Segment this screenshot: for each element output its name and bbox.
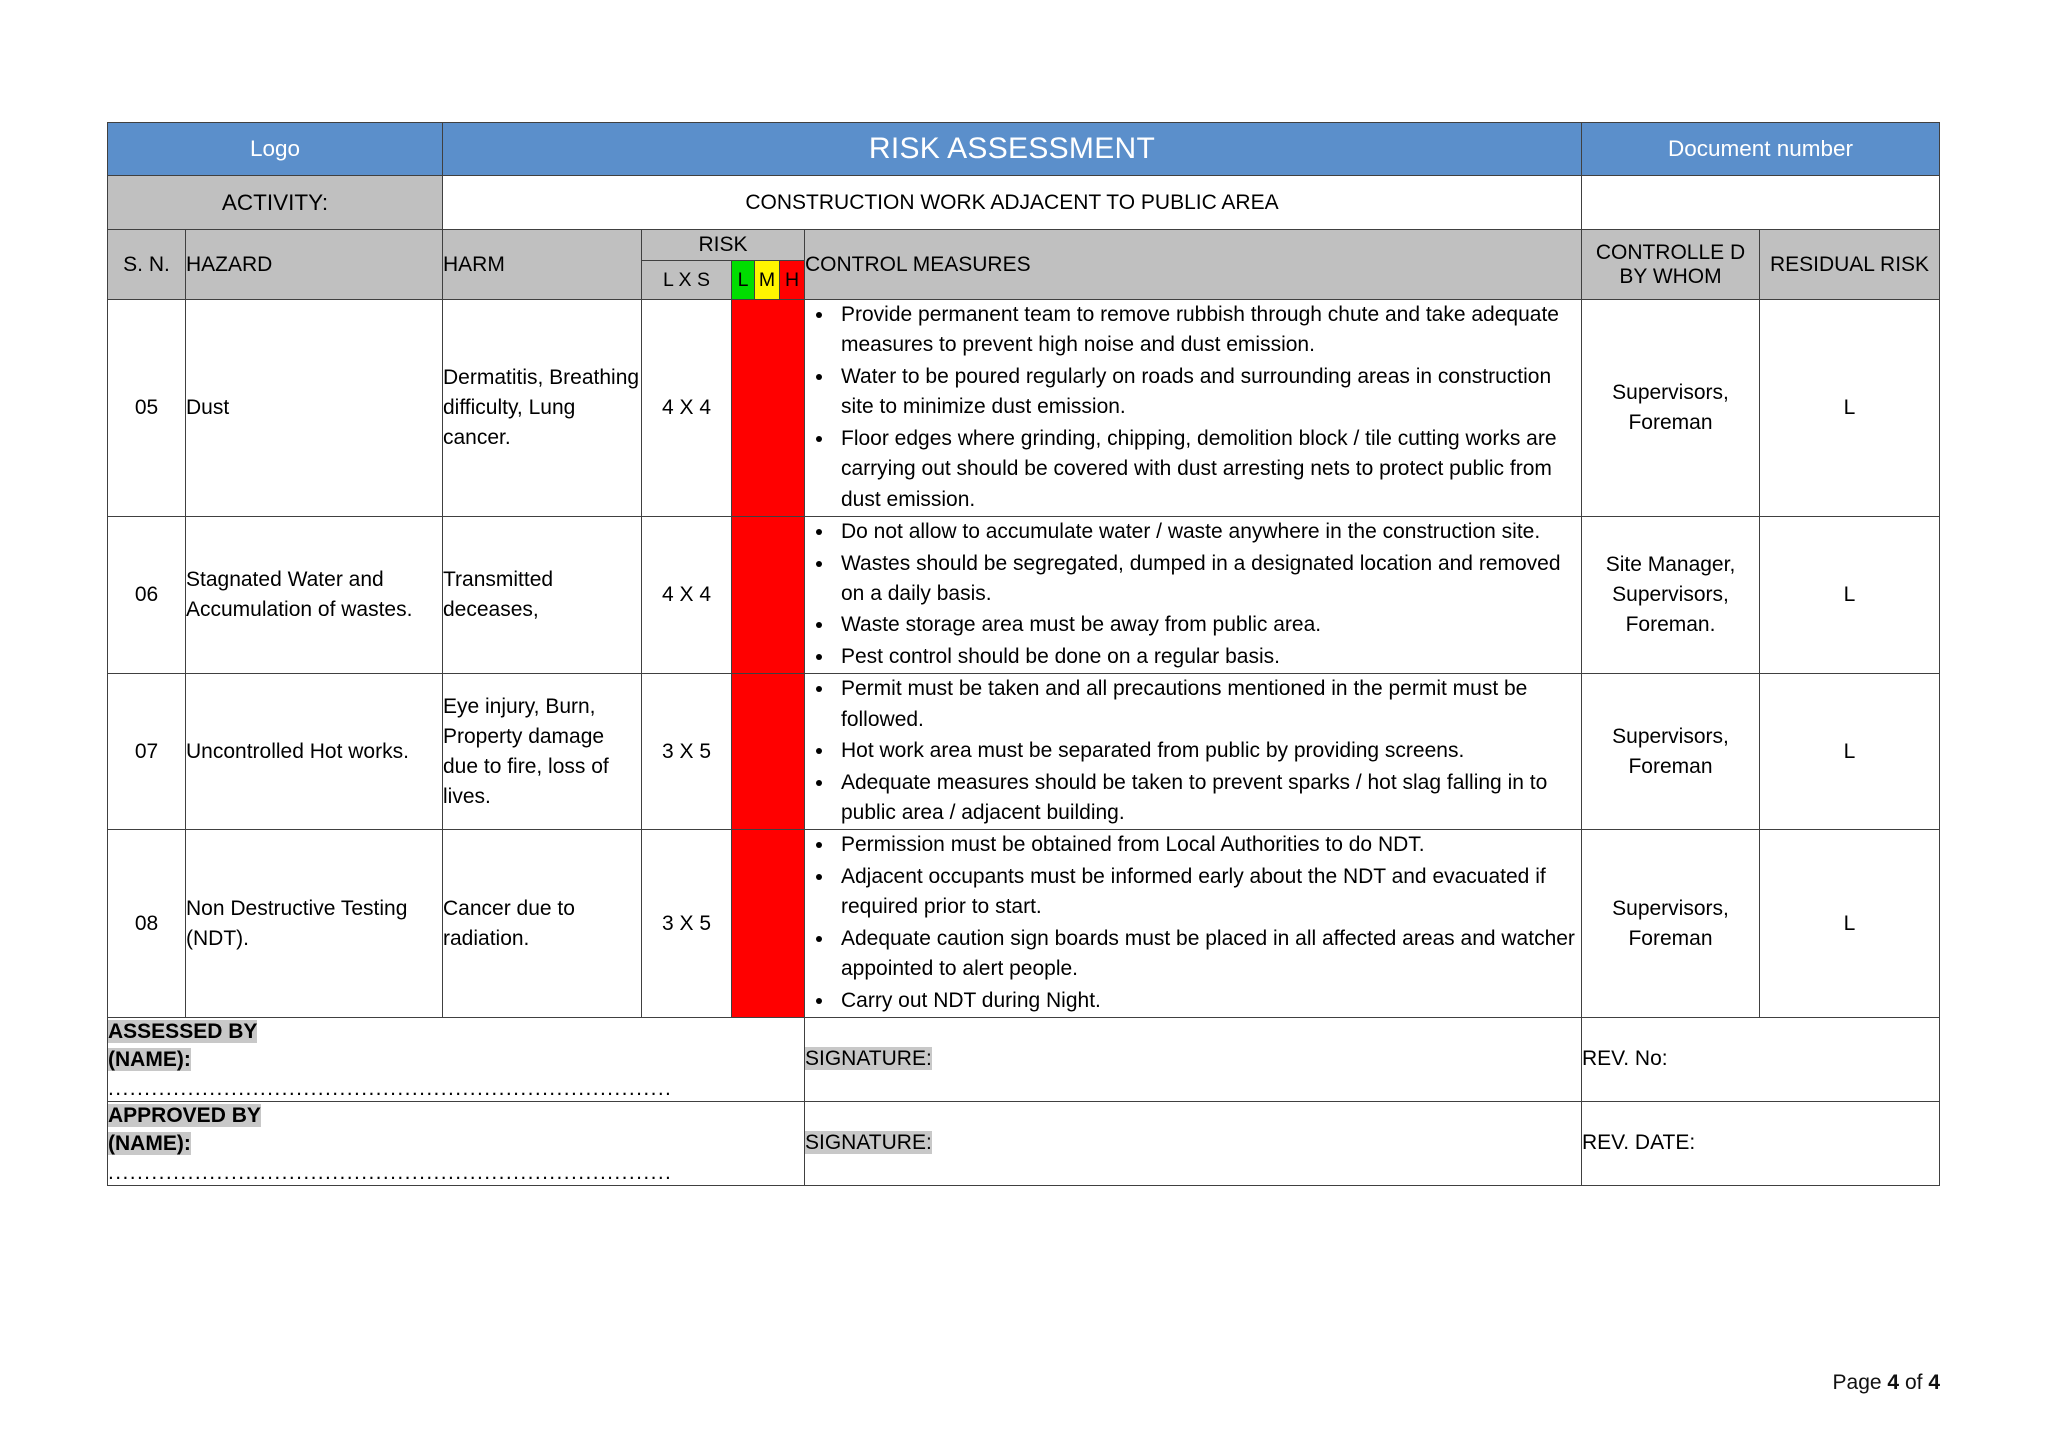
- row-sn: 06: [108, 517, 186, 674]
- signature-label: SIGNATURE:: [805, 1131, 932, 1155]
- control-measures-list: [805, 300, 1581, 515]
- row-controlled-by: Supervisors, Foreman: [1582, 830, 1760, 1018]
- row-lxs: 3 X 5: [642, 830, 732, 1018]
- approved-by-label: APPROVED BY: [108, 1103, 261, 1127]
- activity-row: [108, 176, 1940, 230]
- rev-no-label: REV. No:: [1582, 1047, 1668, 1071]
- row-control-measures: [805, 674, 1582, 830]
- table-row: [108, 674, 1940, 830]
- table-row: [108, 830, 1940, 1018]
- approved-by-cell: [108, 1101, 805, 1185]
- control-measures-list: [805, 517, 1581, 672]
- row-sn: 07: [108, 674, 186, 830]
- page-footer: [1833, 1371, 1940, 1395]
- list-item: • Permission must be obtained from Local Authorities to do NDT.: [835, 830, 1581, 860]
- row-lxs: 4 X 4: [642, 517, 732, 674]
- list-item: • Hot work area must be separated from public by providing screens.: [835, 736, 1581, 766]
- assessed-by-label: ASSESSED BY: [108, 1020, 258, 1044]
- row-risk-band-high: [732, 830, 805, 1018]
- list-item: • Pest control should be done on a regular basis.: [835, 642, 1581, 672]
- row-sn: 08: [108, 830, 186, 1018]
- col-header-sn: S. N.: [108, 230, 186, 300]
- row-harm: Transmitted deceases,: [443, 517, 642, 674]
- row-control-measures: [805, 517, 1582, 674]
- column-header-row-1: [108, 230, 1940, 261]
- page-footer-total: 4: [1928, 1371, 1940, 1394]
- page-footer-prefix: Page: [1832, 1371, 1882, 1394]
- row-controlled-by: Supervisors, Foreman: [1582, 300, 1760, 517]
- row-residual-risk: L: [1760, 517, 1940, 674]
- signature-cell-approved[interactable]: [805, 1101, 1582, 1185]
- approved-by-input-line[interactable]: ..............................................................................: [108, 1160, 673, 1184]
- col-header-controlled-by: CONTROLLE D BY WHOM: [1582, 230, 1760, 300]
- row-hazard: Non Destructive Testing (NDT).: [186, 830, 443, 1018]
- document-number-label: Document number: [1582, 123, 1940, 176]
- approved-by-name-label: (NAME):: [108, 1131, 191, 1155]
- row-hazard: Stagnated Water and Accumulation of wastes.: [186, 517, 443, 674]
- list-item: • Wastes should be segregated, dumped in a designated location and removed on a daily basis.: [835, 549, 1581, 610]
- assessed-by-cell: [108, 1018, 805, 1102]
- rev-date-cell[interactable]: [1582, 1101, 1940, 1185]
- row-harm: Dermatitis, Breathing difficulty, Lung cancer.: [443, 300, 642, 517]
- list-item: • Provide permanent team to remove rubbish through chute and take adequate measures to prevent high noise and dust emission.: [835, 300, 1581, 361]
- risk-assessment-table: [107, 122, 1940, 1186]
- list-item: • Adequate measures should be taken to prevent sparks / hot slag falling in to public area / adjacent building.: [835, 768, 1581, 829]
- page-footer-current: 4: [1887, 1371, 1900, 1394]
- risk-legend-low: L: [732, 261, 755, 300]
- risk-legend-high: H: [780, 261, 805, 300]
- risk-legend-medium: M: [755, 261, 780, 300]
- row-harm: Cancer due to radiation.: [443, 830, 642, 1018]
- control-measures-list: [805, 830, 1581, 1016]
- signature-label: SIGNATURE:: [805, 1047, 932, 1071]
- activity-label: ACTIVITY:: [108, 176, 443, 230]
- row-residual-risk: L: [1760, 830, 1940, 1018]
- rev-date-label: REV. DATE:: [1582, 1131, 1696, 1155]
- activity-value: CONSTRUCTION WORK ADJACENT TO PUBLIC AREA: [443, 176, 1582, 230]
- title-row: [108, 123, 1940, 176]
- col-header-residual-risk: RESIDUAL RISK: [1760, 230, 1940, 300]
- col-header-hazard: HAZARD: [186, 230, 443, 300]
- row-hazard: Uncontrolled Hot works.: [186, 674, 443, 830]
- list-item: • Adequate caution sign boards must be placed in all affected areas and watcher appointed to alert people.: [835, 924, 1581, 985]
- rev-no-cell[interactable]: [1582, 1018, 1940, 1102]
- page-footer-middle: of: [1904, 1371, 1923, 1394]
- approved-by-row: [108, 1101, 1940, 1185]
- row-lxs: 4 X 4: [642, 300, 732, 517]
- row-lxs: 3 X 5: [642, 674, 732, 830]
- assessed-by-row: [108, 1018, 1940, 1102]
- list-item: • Carry out NDT during Night.: [835, 986, 1581, 1016]
- assessed-by-name-label: (NAME):: [108, 1047, 191, 1071]
- row-sn: 05: [108, 300, 186, 517]
- row-risk-band-high: [732, 517, 805, 674]
- row-controlled-by: Site Manager, Supervisors, Foreman.: [1582, 517, 1760, 674]
- document-number-value: [1582, 176, 1940, 230]
- row-risk-band-high: [732, 674, 805, 830]
- row-residual-risk: L: [1760, 300, 1940, 517]
- document-title: RISK ASSESSMENT: [443, 123, 1582, 176]
- row-controlled-by: Supervisors, Foreman: [1582, 674, 1760, 830]
- list-item: • Water to be poured regularly on roads and surrounding areas in construction site to minimize dust emission.: [835, 362, 1581, 423]
- row-residual-risk: L: [1760, 674, 1940, 830]
- table-row: [108, 300, 1940, 517]
- list-item: • Floor edges where grinding, chipping, demolition block / tile cutting works are carrying out should be covered with dust arresting nets to protect public from dust emission.: [835, 424, 1581, 515]
- list-item: • Permit must be taken and all precautions mentioned in the permit must be followed.: [835, 674, 1581, 735]
- list-item: • Adjacent occupants must be informed early about the NDT and evacuated if required prior to start.: [835, 862, 1581, 923]
- table-row: [108, 517, 1940, 674]
- assessed-by-input-line[interactable]: ..............................................................................: [108, 1076, 673, 1100]
- list-item: • Do not allow to accumulate water / waste anywhere in the construction site.: [835, 517, 1581, 547]
- row-control-measures: [805, 830, 1582, 1018]
- control-measures-list: [805, 674, 1581, 828]
- col-header-control-measures: CONTROL MEASURES: [805, 230, 1582, 300]
- col-header-risk: RISK: [642, 230, 805, 261]
- col-header-lxs: L X S: [642, 261, 732, 300]
- list-item: • Waste storage area must be away from public area.: [835, 610, 1581, 640]
- row-risk-band-high: [732, 300, 805, 517]
- logo-cell: Logo: [108, 123, 443, 176]
- row-harm: Eye injury, Burn, Property damage due to fire, loss of lives.: [443, 674, 642, 830]
- signature-cell-assessed[interactable]: [805, 1018, 1582, 1102]
- col-header-harm: HARM: [443, 230, 642, 300]
- row-hazard: Dust: [186, 300, 443, 517]
- row-control-measures: [805, 300, 1582, 517]
